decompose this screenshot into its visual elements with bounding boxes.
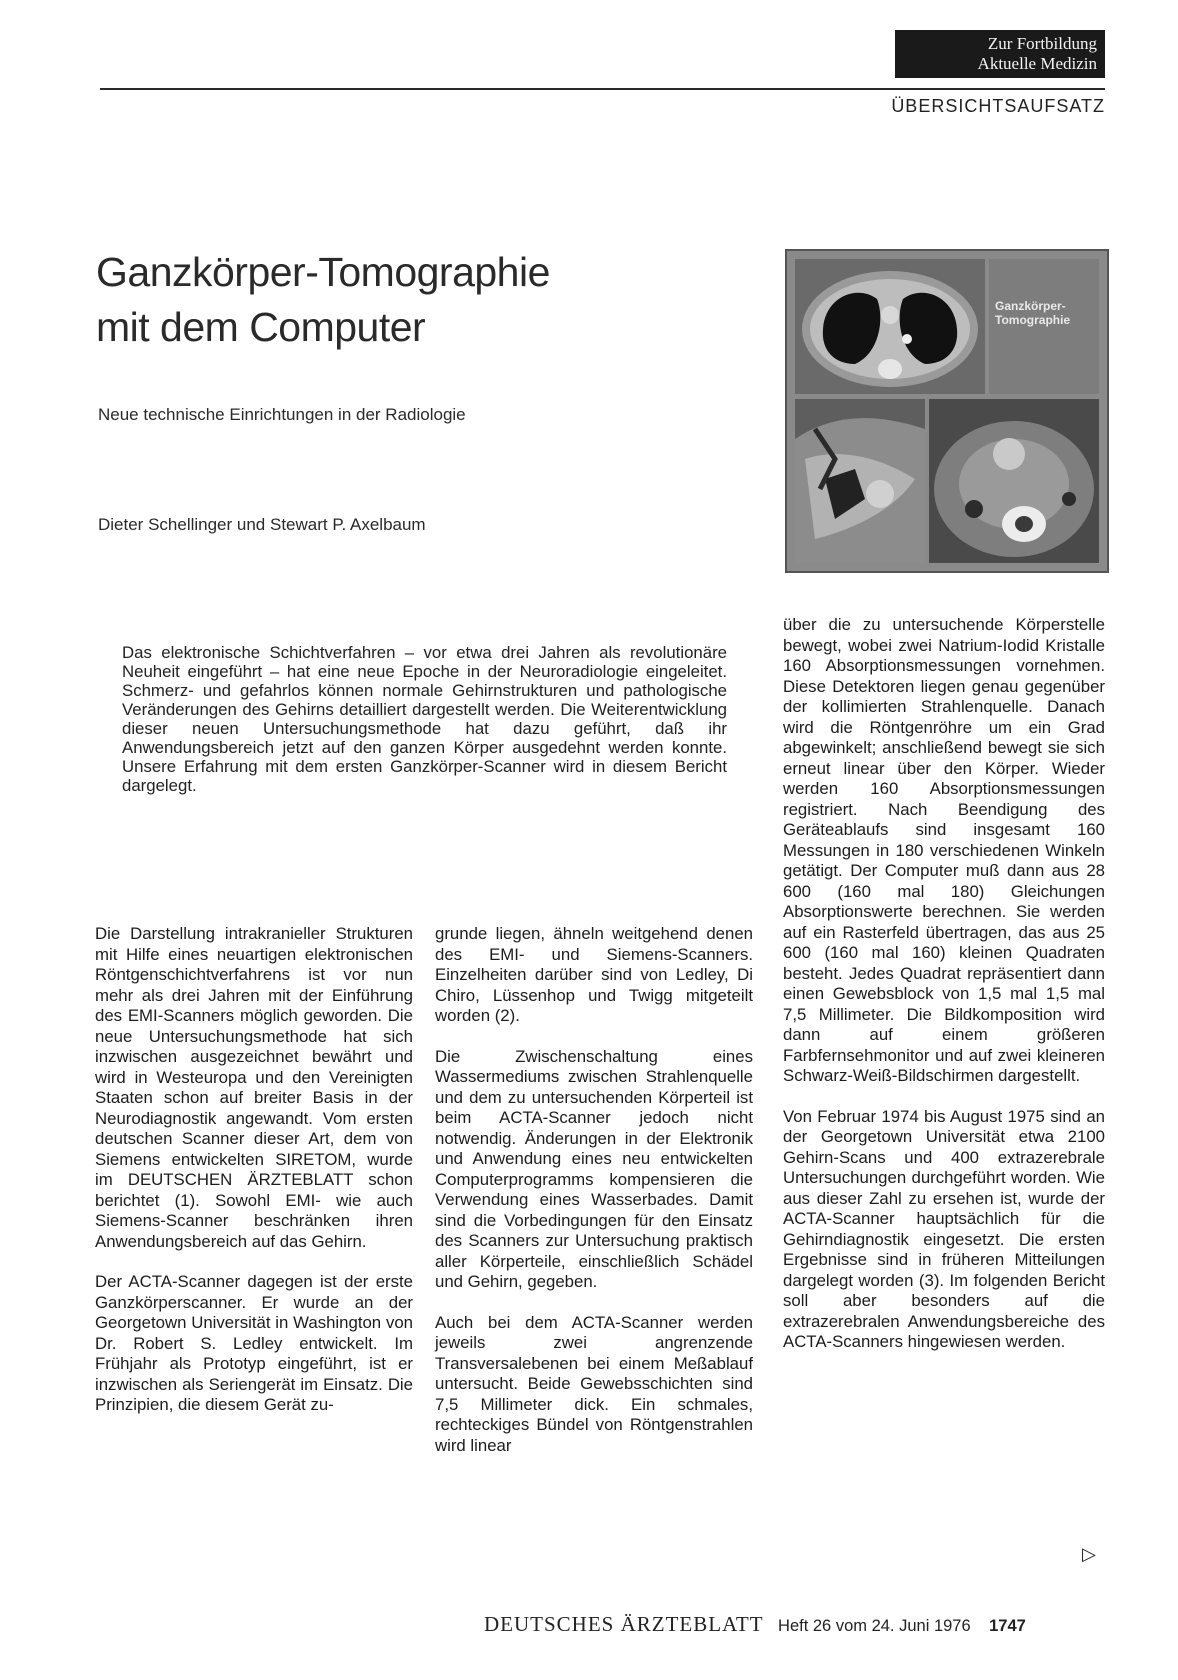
paragraph: grunde liegen, ähneln weitgehend denen des EMI- und Siemens-Scanners. Einzelheiten darüber sind von Ledley, Di Chiro, Lüssenhop und Twigg mitgeteilt worden (2). [435,924,753,1025]
section-line-2: Aktuelle Medizin [977,54,1097,73]
continue-arrow-icon: ▷ [1082,1544,1096,1564]
ct-abdomen-image-right [929,399,1099,563]
article-title [96,245,736,355]
title-line-1: Ganzkörper-Tomographie [96,249,550,295]
page-footer [484,1612,1026,1637]
ct-thorax-image [795,259,985,394]
body-column-2 [435,924,753,1476]
paragraph: Von Februar 1974 bis August 1975 sind an der Georgetown Universität etwa 2100 Gehirn-Scans und 400 extrazerebrale Untersuchungen durchgeführt worden. Wie aus dieser Zahl zu ersehen ist, wurde der ACTA-Scanner hauptsächlich für die Gehirndiagnostik eingesetzt. Die ersten Ergebnisse sind in früheren Mitteilungen dargelegt worden (3). Im folgenden Bericht soll aber besonders auf die extrazerebralen Anwendungsbereiche des ACTA-Scanners hingewiesen werden. [783,1106,1105,1351]
paragraph: Die Zwischenschaltung eines Wassermediums zwischen Strahlenquelle und dem zu untersuchenden Körperteil ist beim ACTA-Scanner jedoch nicht notwendig. Änderungen in der Elektronik und Anwendung eines neu entwickelten Computerprogramms kompensieren die Verwendung eines Wasserbades. Damit sind die Vorbedingungen für den Einsatz des Scanners zur Untersuchung praktisch aller Körperteile, einschließlich Schädel und Gehirn, gegeben. [435,1046,753,1291]
title-line-2: mit dem Computer [96,304,426,350]
header-rule [100,88,1105,90]
article-subtitle: Neue technische Einrichtungen in der Radiologie [98,405,466,424]
issue-info: Heft 26 vom 24. Juni 1976 [778,1617,971,1635]
paragraph: über die zu untersuchende Körperstelle bewegt, wobei zwei Natrium-Iodid Kristalle 160 Absorptionsmessungen vornehmen. Diese Detektoren liegen genau gegenüber der kollimierten Strahlenquelle. Danach wird die Röntgenröhre um ein Grad abgewinkelt; anschließend bewegt sie sich erneut linear über den Körper. Wieder werden 160 Absorptionsmessungen registriert. Nach Beendigung des Geräteablaufs sind insgesamt 160 Messungen in 180 verschiedenen Winkeln getätigt. Der Computer muß dann aus 28 600 (160 mal 180) Gleichungen Absorptionswerte berechnen. Sie werden auf ein Rasterfeld übertragen, das aus 25 600 (160 mal 160) kleinen Quadraten besteht. Jedes Quadrat repräsentiert dann einen Gewebsblock von 1,5 mal 1,5 mal 7,5 Millimeter. Die Bildkomposition wird dann auf einem größeren Farbfernsehmonitor und auf zwei kleineren Schwarz-Weiß-Bildschirmen dargestellt. [783,615,1105,1085]
ct-scan-figure [785,249,1109,573]
journal-name: DEUTSCHES ÄRZTEBLATT [484,1612,764,1636]
section-banner [895,30,1105,78]
section-line-1: Zur Fortbildung [987,34,1097,53]
article-category: ÜBERSICHTSAUFSATZ [891,96,1105,116]
article-abstract: Das elektronische Schichtverfahren – vor etwa drei Jahren als revolutionäre Neuheit eingeführt – hat eine neue Epoche in der Neuroradiologie eingeleitet. Schmerz- und gefahrlos können normale Gehirnstrukturen und pathologische Veränderungen des Gehirns detailliert dargestellt werden. Die Weiterentwicklung dieser neuen Untersuchungsmethode hat dazu geführt, daß ihr Anwendungsbereich jetzt auf den ganzen Körper ausgedehnt werden konnte. Unsere Erfahrung mit dem ersten Ganzkörper-Scanner wird in diesem Bericht dargelegt. [122,643,727,795]
figure-label-line-2: Tomographie [995,313,1071,327]
paragraph: Der ACTA-Scanner dagegen ist der erste Ganzkörperscanner. Er wurde an der Georgetown Universität in Washington von Dr. Robert S. Ledley entwickelt. Im Frühjahr als Prototyp eingeführt, ist er inzwischen als Seriengerät im Einsatz. Die Prinzipien, die diesem Gerät zu- [95,1272,413,1414]
ct-abdomen-image-left [795,399,925,563]
paragraph: Auch bei dem ACTA-Scanner werden jeweils zwei angrenzende Transversalebenen bei einem Meßablauf untersucht. Beide Gewebsschichten sind 7,5 Millimeter dick. Ein schmales, rechteckiges Bündel von Röntgenstrahlen wird linear [435,1312,753,1455]
paragraph: Die Darstellung intrakranieller Strukturen mit Hilfe eines neuartigen elektronischen Röntgenschichtverfahrens ist vor nun mehr als drei Jahren mit der Einführung des EMI-Scanners möglich geworden. Die neue Untersuchungsmethode hat sich inzwischen ausgezeichnet bewährt und wird in Westeuropa und den Vereinigten Staaten schon auf breiter Basis in der Neurodiagnostik angewandt. Vom ersten deutschen Scanner dieser Art, dem von Siemens entwickelten SIRETOM, wurde im DEUTSCHEN ÄRZTEBLATT schon berichtet (1). Sowohl EMI- wie auch Siemens-Scanner beschränken ihren Anwendungsbereich auf das Gehirn. [95,924,413,1251]
body-column-3 [783,615,1105,1373]
page-number: 1747 [989,1617,1026,1635]
figure-label [995,299,1070,327]
body-column-1 [95,924,413,1436]
article-authors: Dieter Schellinger und Stewart P. Axelbaum [98,515,426,534]
figure-label-panel [989,259,1099,394]
figure-label-line-1: Ganzkörper- [995,299,1066,313]
